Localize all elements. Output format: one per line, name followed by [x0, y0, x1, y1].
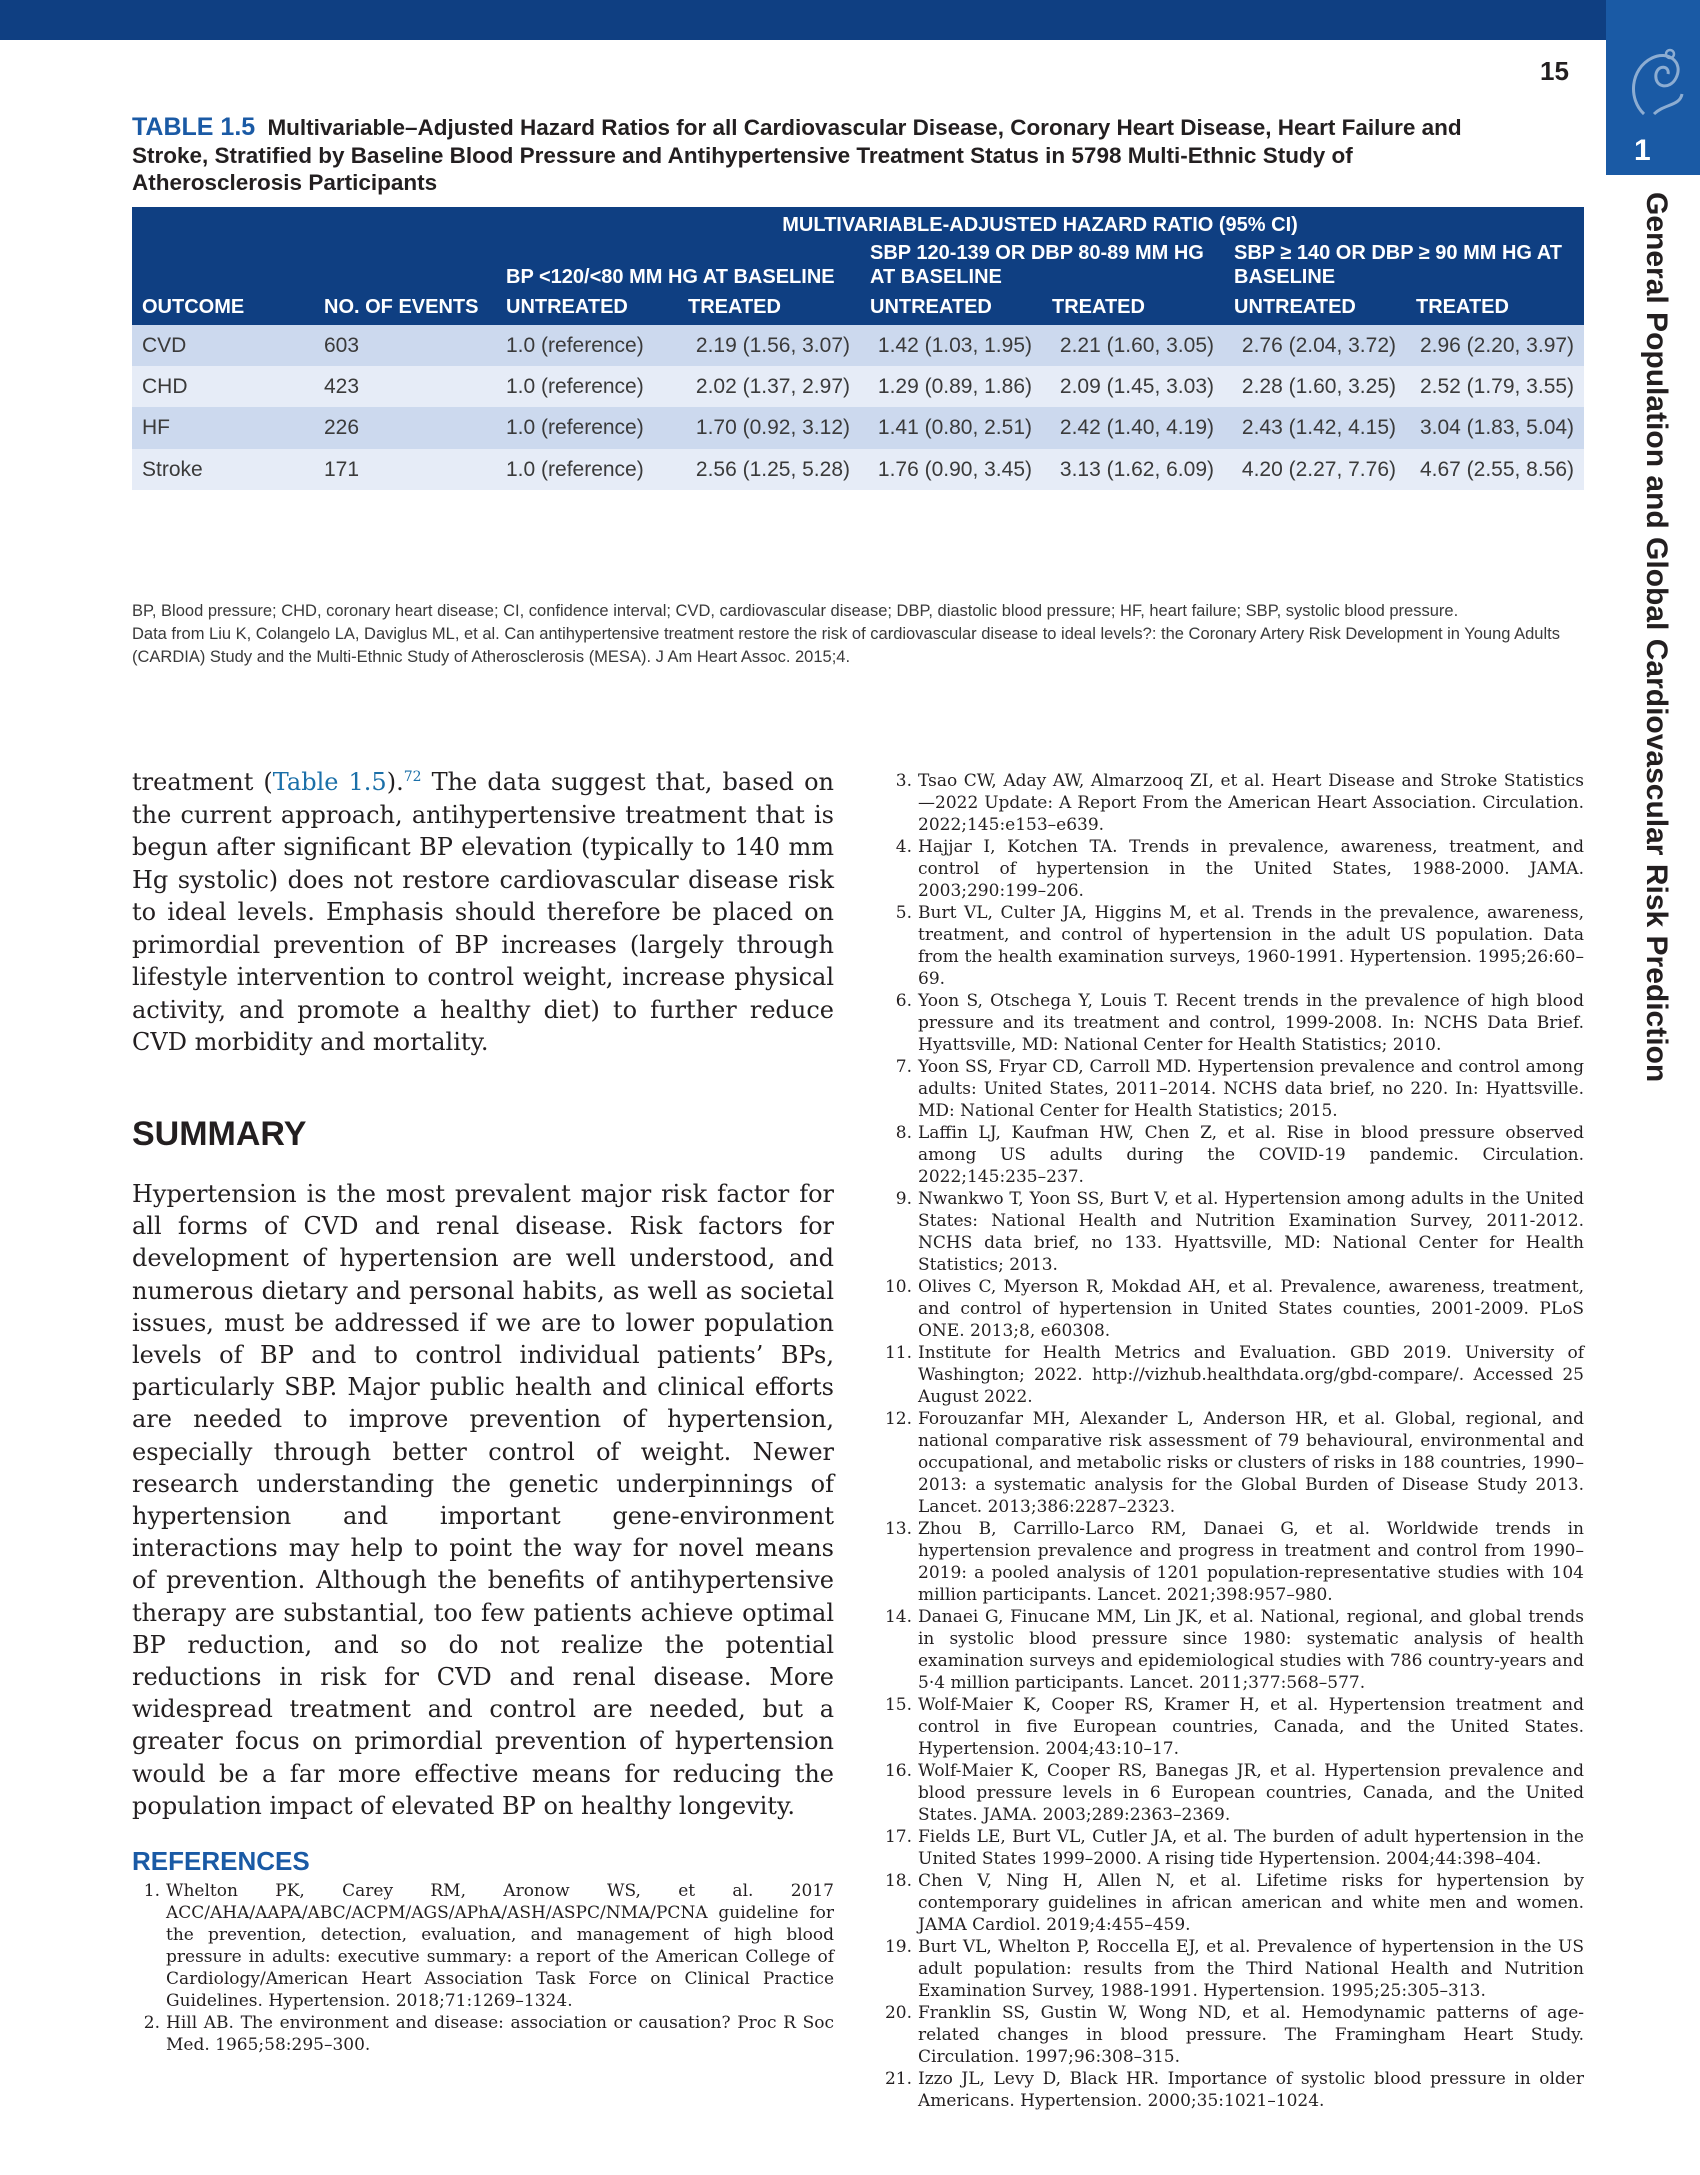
- reference-text: Forouzanfar MH, Alexander L, Anderson HR, et al. Global, regional, and national comparative risk assessment of 79 behavioural, environmental and occupational, and metabolic risks or clusters of risks in 188 countries, 1990–2013: a systematic analysis for the Global Burden of Disease Study 2013. Lancet. 2013;386:2287–2323.: [918, 1409, 1584, 1517]
- table-row: [132, 449, 1584, 490]
- reference-text: Burt VL, Culter JA, Higgins M, et al. Trends in the prevalence, awareness, treatment, and control of hypertension in the adult US population. Data from the health examination surveys, 1960-1991. Hypertension. 1995;26:60–69.: [918, 903, 1584, 989]
- reference-item: [884, 1188, 1584, 1276]
- table-cell: 3.04 (1.83, 5.04): [1406, 407, 1584, 448]
- table-cell: 2.19 (1.56, 3.07): [678, 325, 860, 366]
- table-row: [132, 366, 1584, 407]
- reference-text: Chen V, Ning H, Allen N, et al. Lifetime risks for hypertension by contemporary guidelines in african american and white men and women. JAMA Cardiol. 2019;4:455–459.: [918, 1871, 1584, 1935]
- reference-item: [884, 1936, 1584, 2002]
- summary-paragraph: [132, 1178, 834, 1822]
- table-footnote: [132, 600, 1584, 668]
- reference-number: 19.: [884, 1937, 912, 1957]
- reference-item: [884, 836, 1584, 902]
- reference-text: Laffin LJ, Kaufman HW, Chen Z, et al. Rise in blood pressure observed among US adults during the COVID-19 pandemic. Circulation. 2022;145:235–237.: [918, 1123, 1584, 1187]
- citation-link[interactable]: 72: [403, 769, 422, 785]
- reference-item: [884, 1826, 1584, 1870]
- table-caption: [132, 112, 1492, 196]
- table-cell: 4.20 (2.27, 7.76): [1224, 449, 1406, 490]
- page-number: 15: [1540, 56, 1569, 86]
- table-cell: 171: [314, 449, 496, 490]
- running-title: General Population and Global Cardiovascular Risk Prediction: [1640, 192, 1673, 1083]
- table-cell: 2.76 (2.04, 3.72): [1224, 325, 1406, 366]
- reference-number: 18.: [884, 1871, 912, 1891]
- reference-number: 16.: [884, 1761, 912, 1781]
- table-cell: 2.56 (1.25, 5.28): [678, 449, 860, 490]
- column-header: UNTREATED: [1224, 291, 1406, 325]
- reference-number: 13.: [884, 1519, 912, 1539]
- column-header: NO. OF EVENTS: [314, 291, 496, 325]
- references-heading: REFERENCES: [132, 1846, 310, 1876]
- body-paragraph: [132, 766, 834, 1059]
- column-header: TREATED: [678, 291, 860, 325]
- ornament-icon: [1624, 44, 1688, 124]
- reference-number: 10.: [884, 1277, 912, 1297]
- table-cell: CHD: [132, 366, 314, 407]
- reference-item: [884, 1056, 1584, 1122]
- group-header: SBP ≥ 140 OR DBP ≥ 90 MM HG AT BASELINE: [1224, 239, 1584, 291]
- reference-number: 15.: [884, 1695, 912, 1715]
- table-cell: 423: [314, 366, 496, 407]
- reference-item: [884, 990, 1584, 1056]
- table-cell: Stroke: [132, 449, 314, 490]
- data-table: [132, 207, 1584, 490]
- references-list-left: [132, 1880, 834, 2056]
- hazard-ratio-table: [132, 207, 1584, 490]
- table-link[interactable]: Table 1.5: [272, 768, 387, 796]
- table-cell: 2.28 (1.60, 3.25): [1224, 366, 1406, 407]
- reference-text: Hill AB. The environment and disease: association or causation? Proc R Soc Med. 1965;58:295–300.: [166, 2013, 834, 2055]
- reference-text: Izzo JL, Levy D, Black HR. Importance of systolic blood pressure in older Americans. Hypertension. 2000;35:1021–1024.: [918, 2069, 1584, 2111]
- reference-text: Whelton PK, Carey RM, Aronow WS, et al. 2017 ACC/AHA/AAPA/ABC/ACPM/AGS/APhA/ASH/ASPC/NMA/PCNA guideline for the prevention, detection, evaluation, and management of high blood pressure in adults: executive summary: a report of the American College of Cardiology/American Heart Association Task Force on Clinical Practice Guidelines. Hypertension. 2018;71:1269–1324.: [166, 1881, 834, 2011]
- table-caption-text: Multivariable–Adjusted Hazard Ratios for all Cardiovascular Disease, Coronary Heart Disease, Heart Failure and Stroke, Stratified by Baseline Blood Pressure and Antihypertensive Treatment Status in 5798 Multi-Ethnic Study of Atherosclerosis Participants: [132, 115, 1462, 195]
- reference-number: 4.: [895, 837, 912, 857]
- reference-text: Zhou B, Carrillo-Larco RM, Danaei G, et al. Worldwide trends in hypertension prevalence and progress in treatment and control from 1990–2019: a pooled analysis of 1201 population-representative studies with 104 million participants. Lancet. 2021;398:957–980.: [918, 1519, 1584, 1605]
- para-text-start: treatment (: [132, 768, 273, 796]
- chapter-number: 1: [1634, 134, 1651, 167]
- reference-text: Tsao CW, Aday AW, Almarzooq ZI, et al. Heart Disease and Stroke Statistics—2022 Update: A Report From the American Heart Association. Circulation. 2022;145:e153–e639.: [918, 771, 1584, 835]
- reference-number: 21.: [884, 2069, 912, 2089]
- table-row: [132, 407, 1584, 448]
- reference-number: 11.: [884, 1343, 912, 1363]
- column-header: TREATED: [1042, 291, 1224, 325]
- column-header: UNTREATED: [860, 291, 1042, 325]
- table-cell: 1.42 (1.03, 1.95): [860, 325, 1042, 366]
- group-header: BP <120/<80 MM HG AT BASELINE: [496, 239, 860, 291]
- para-text-rest: The data suggest that, based on the current approach, antihypertensive treatment that is begun after significant BP elevation (typically to 140 mm Hg systolic) does not restore cardiovascular disease risk to ideal levels. Emphasis should therefore be placed on primordial prevention of BP increases (largely through lifestyle intervention to control weight, increase physical activity, and promote a healthy diet) to further reduce CVD morbidity and mortality.: [132, 768, 835, 1056]
- reference-text: Institute for Health Metrics and Evaluation. GBD 2019. University of Washington; 2022. http://vizhub.healthdata.org/gbd-compare/. Accessed 25 August 2022.: [918, 1343, 1584, 1407]
- reference-text: Olives C, Myerson R, Mokdad AH, et al. Prevalence, awareness, treatment, and control of hypertension in United States counties, 2001-2009. PLoS ONE. 2013;8, e60308.: [918, 1277, 1584, 1341]
- reference-item: [884, 1122, 1584, 1188]
- reference-item: [884, 1760, 1584, 1826]
- reference-item: [884, 1276, 1584, 1342]
- references-list-right: [884, 770, 1584, 2112]
- table-cell: 3.13 (1.62, 6.09): [1042, 449, 1224, 490]
- reference-item: [884, 2002, 1584, 2068]
- reference-number: 8.: [895, 1123, 912, 1143]
- column-header: OUTCOME: [132, 291, 314, 325]
- table-row: [132, 325, 1584, 366]
- table-cell: 2.42 (1.40, 4.19): [1042, 407, 1224, 448]
- reference-item: [884, 1694, 1584, 1760]
- table-cell: 603: [314, 325, 496, 366]
- table-cell: 1.0 (reference): [496, 366, 678, 407]
- reference-item: [132, 1880, 834, 2012]
- table-cell: 1.76 (0.90, 3.45): [860, 449, 1042, 490]
- reference-item: [884, 1342, 1584, 1408]
- group-header: SBP 120-139 OR DBP 80-89 MM HG AT BASELINE: [860, 239, 1224, 291]
- reference-number: 5.: [895, 903, 912, 923]
- summary-heading: SUMMARY: [132, 1115, 307, 1153]
- table-cell: 1.70 (0.92, 3.12): [678, 407, 860, 448]
- table-footnote-abbreviations: BP, Blood pressure; CHD, coronary heart disease; CI, confidence interval; CVD, cardiovascular disease; DBP, diastolic blood pressure; HF, heart failure; SBP, systolic blood pressure.: [132, 602, 1459, 620]
- column-header: TREATED: [1406, 291, 1584, 325]
- reference-text: Fields LE, Burt VL, Cutler JA, et al. The burden of adult hypertension in the United States 1999–2000. A rising tide Hypertension. 2004;44:398–404.: [918, 1827, 1584, 1869]
- reference-number: 17.: [884, 1827, 912, 1847]
- reference-number: 9.: [895, 1189, 912, 1209]
- chapter-tab: [1606, 0, 1700, 175]
- table-footnote-source: Data from Liu K, Colangelo LA, Daviglus ML, et al. Can antihypertensive treatment restore the risk of cardiovascular disease to ideal levels?: the Coronary Artery Risk Development in Young Adults (CARDIA) Study and the Multi-Ethnic Study of Atherosclerosis (MESA). J Am Heart Assoc. 2015;4.: [132, 624, 1560, 666]
- reference-item: [884, 770, 1584, 836]
- table-cell: 2.09 (1.45, 3.03): [1042, 366, 1224, 407]
- reference-text: Danaei G, Finucane MM, Lin JK, et al. National, regional, and global trends in systolic blood pressure since 1980: systematic analysis of health examination surveys and epidemiological studies with 786 country-years and 5·4 million participants. Lancet. 2011;377:568–577.: [918, 1607, 1584, 1693]
- table-cell: 226: [314, 407, 496, 448]
- table-cell: HF: [132, 407, 314, 448]
- column-header: UNTREATED: [496, 291, 678, 325]
- table-cell: 4.67 (2.55, 8.56): [1406, 449, 1584, 490]
- reference-item: [884, 1606, 1584, 1694]
- reference-text: Yoon S, Otschega Y, Louis T. Recent trends in the prevalence of high blood pressure and its treatment and control, 1999-2008. In: NCHS Data Brief. Hyattsville, MD: National Center for Health Statistics; 2010.: [918, 991, 1584, 1055]
- reference-item: [884, 1518, 1584, 1606]
- reference-item: [884, 902, 1584, 990]
- reference-text: Hajjar I, Kotchen TA. Trends in prevalence, awareness, treatment, and control of hypertension in the United States, 1988-2000. JAMA. 2003;290:199–206.: [918, 837, 1584, 901]
- table-cell: 1.0 (reference): [496, 407, 678, 448]
- table-label: TABLE 1.5: [132, 113, 256, 141]
- header-spacer: [132, 207, 496, 239]
- reference-text: Wolf-Maier K, Cooper RS, Banegas JR, et al. Hypertension prevalence and blood pressure levels in 6 European countries, Canada, and the United States. JAMA. 2003;289:2363–2369.: [918, 1761, 1584, 1825]
- table-cell: 1.29 (0.89, 1.86): [860, 366, 1042, 407]
- reference-item: [884, 1870, 1584, 1936]
- table-cell: 1.41 (0.80, 2.51): [860, 407, 1042, 448]
- reference-item: [132, 2012, 834, 2056]
- reference-number: 2.: [143, 2013, 160, 2033]
- reference-number: 7.: [895, 1057, 912, 1077]
- table-cell: 2.43 (1.42, 4.15): [1224, 407, 1406, 448]
- table-cell: 2.02 (1.37, 2.97): [678, 366, 860, 407]
- reference-item: [884, 2068, 1584, 2112]
- top-color-bar: [0, 0, 1606, 40]
- reference-text: Burt VL, Whelton P, Roccella EJ, et al. Prevalence of hypertension in the US adult population: results from the Third National Health and Nutrition Examination Survey, 1988-1991. Hypertension. 1995;25:305–313.: [918, 1937, 1584, 2001]
- reference-number: 14.: [884, 1607, 912, 1627]
- para-text-mid: ).: [386, 768, 404, 796]
- table-cell: 2.52 (1.79, 3.55): [1406, 366, 1584, 407]
- reference-text: Yoon SS, Fryar CD, Carroll MD. Hypertension prevalence and control among adults: United States, 2011–2014. NCHS data brief, no 220. In: Hyattsville. MD: National Center for Health Statistics; 2015.: [918, 1057, 1584, 1121]
- reference-number: 20.: [884, 2003, 912, 2023]
- summary-text: Hypertension is the most prevalent major risk factor for all forms of CVD and renal disease. Risk factors for development of hypertension are well understood, and numerous dietary and personal habits, as well as societal issues, must be addressed if we are to lower population levels of BP and to control individual patients’ BPs, particularly SBP. Major public health and clinical efforts are needed to improve prevention of hypertension, especially through better control of weight. Newer research understanding the genetic underpinnings of hypertension and important gene-environment interactions may help to point the way for novel means of prevention. Although the benefits of antihypertensive therapy are substantial, too few patients achieve optimal BP reduction, and so do not realize the potential reductions in risk for CVD and renal disease. More widespread treatment and control are needed, but a greater focus on primordial prevention of hypertension would be a far more effective means for reducing the population impact of elevated BP on healthy longevity.: [132, 1180, 834, 1820]
- header-spacer: [132, 239, 496, 291]
- reference-text: Franklin SS, Gustin W, Wong ND, et al. Hemodynamic patterns of age-related changes in blood pressure. The Framingham Heart Study. Circulation. 1997;96:308–315.: [918, 2003, 1584, 2067]
- reference-number: 12.: [884, 1409, 912, 1429]
- reference-item: [884, 1408, 1584, 1518]
- reference-number: 6.: [895, 991, 912, 1011]
- reference-number: 1.: [143, 1881, 160, 1901]
- table-cell: 2.96 (2.20, 3.97): [1406, 325, 1584, 366]
- table-cell: 1.0 (reference): [496, 449, 678, 490]
- table-cell: CVD: [132, 325, 314, 366]
- reference-text: Wolf-Maier K, Cooper RS, Kramer H, et al. Hypertension treatment and control in five European countries, Canada, and the United States. Hypertension. 2004;43:10–17.: [918, 1695, 1584, 1759]
- reference-number: 3.: [895, 771, 912, 791]
- super-header: MULTIVARIABLE-ADJUSTED HAZARD RATIO (95% CI): [496, 207, 1584, 239]
- reference-text: Nwankwo T, Yoon SS, Burt V, et al. Hypertension among adults in the United States: National Health and Nutrition Examination Survey, 2011-2012. NCHS data brief, no 133. Hyattsville, MD: National Center for Health Statistics; 2013.: [918, 1189, 1584, 1275]
- table-cell: 2.21 (1.60, 3.05): [1042, 325, 1224, 366]
- table-cell: 1.0 (reference): [496, 325, 678, 366]
